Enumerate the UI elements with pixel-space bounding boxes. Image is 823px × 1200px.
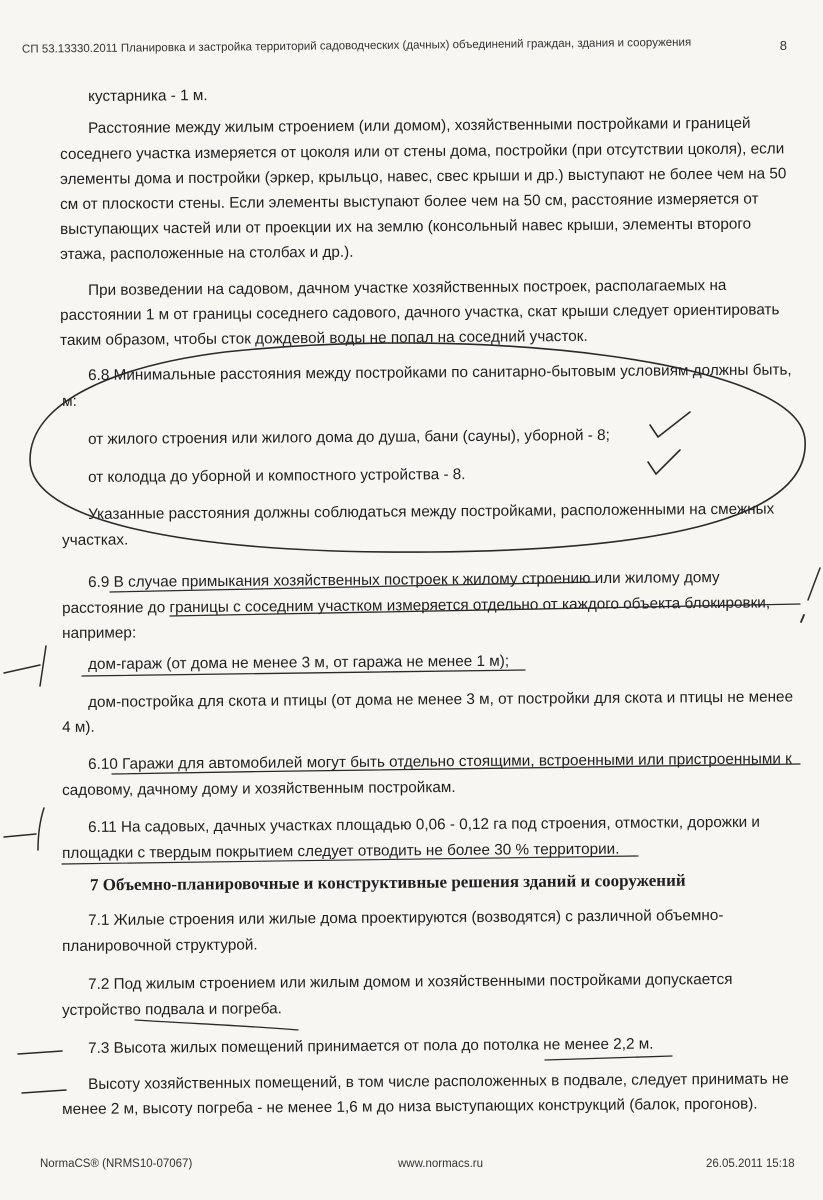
paragraph-line: Высоту хозяйственных помещений, в том числе расположенных в подвале, следует принимать не: [88, 1070, 789, 1093]
margin-mark: [801, 615, 804, 622]
list-item: 4 м).: [62, 718, 95, 736]
paragraph-line: 6.9 В случае примыкания хозяйственных построек к жилому строению или жилому дому: [88, 569, 720, 591]
margin-mark: [22, 1090, 66, 1093]
paragraph-line: менее 2 м, высоту погреба - не менее 1,6 м до низа выступающих конструкций (балок, прогонов).: [62, 1095, 758, 1118]
margin-mark: [38, 808, 44, 850]
paragraph-line: выступающих частей или от проекции их на землю (консольный навес крыши, элементы второго: [60, 215, 752, 238]
paragraph-line: кустарника - 1 м.: [88, 87, 208, 105]
paragraph-line: 7.2 Под жилым строением или жилым домом и хозяйственными постройками допускается: [88, 970, 733, 993]
footer-right: 26.05.2011 15:18: [706, 1158, 795, 1170]
paragraph-line: 7.1 Жилые строения или жилые дома проектируются (возводятся) с различной объемно-: [88, 907, 724, 929]
paragraph-line: устройство подвала и погреба.: [62, 1000, 282, 1019]
paragraph-line: 6.8 Минимальные расстояния между постройками по санитарно-бытовым условиям должны быть,: [88, 361, 792, 384]
paragraph-line: расстояние до границы с соседним участком измеряется отдельно от каждого объекта блокировки,: [62, 594, 771, 617]
paragraph-line: см от плоскости стены. Если элементы выступают более чем на 50 см, расстояние измеряется от: [60, 190, 759, 213]
paragraph-line: м:: [62, 392, 77, 410]
running-header: СП 53.13330.2011 Планировка и застройка территорий садоводческих (дачных) объединений граждан, здания и сооружения: [21, 36, 692, 56]
paragraph-line: Расстояние между жилым строением (или домом), хозяйственными постройками и границей: [88, 114, 751, 137]
paragraph-line: расстоянии 1 м от границы соседнего садового, дачного участка, скат крыши следует ориентировать: [60, 301, 780, 324]
paragraph-line: 7.3 Высота жилых помещений принимается от пола до потолка не менее 2,2 м.: [88, 1035, 654, 1057]
paragraph-line: этажа, расположенные на столбах и др.).: [60, 243, 354, 263]
footer-center: www.normacs.ru: [398, 1158, 483, 1170]
paragraph-line: Указанные расстояния должны соблюдаться между постройками, расположенными на смежных: [88, 500, 775, 523]
page-number: 8: [779, 38, 787, 53]
paragraph-line: планировочной структурой.: [62, 936, 258, 955]
paragraph-line: например:: [62, 624, 137, 642]
paragraph-line: участках.: [62, 531, 129, 549]
paragraph-line: площадки с твердым покрытием следует отводить не более 30 % территории.: [62, 840, 620, 862]
paragraph-line: 6.11 На садовых, дачных участках площадью 0,06 - 0,12 га под строения, отмостки, дорожки и: [88, 813, 761, 836]
margin-mark: [808, 568, 820, 600]
paragraph-line: таким образом, чтобы сток дождевой воды не попал на соседний участок.: [60, 327, 588, 349]
list-item: дом-гараж (от дома не менее 3 м, от гаража не менее 1 м);: [88, 652, 510, 673]
paragraph-line: 6.10 Гаражи для автомобилей могут быть отдельно стоящими, встроенными или пристроенными к: [88, 750, 792, 773]
handwritten-underline: [545, 1056, 672, 1060]
margin-mark: [4, 834, 36, 837]
margin-mark: [40, 646, 46, 686]
list-item: от жилого строения или жилого дома до душа, бани (сауны), уборной - 8;: [88, 426, 610, 448]
check-mark: [650, 412, 690, 437]
list-item: дом-постройка для скота и птицы (от дома не менее 3 м, от постройки для скота и птицы не менее: [88, 688, 794, 711]
paragraph-line: садовому, дачному дому и хозяйственным постройкам.: [62, 778, 456, 799]
paragraph-line: При возведении на садовом, дачном участке хозяйственных построек, располагаемых на: [88, 276, 727, 299]
section-heading: 7 Объемно-планировочные и конструктивные решения зданий и сооружений: [89, 870, 686, 895]
paragraph-line: соседнего участка измеряется от цоколя или от стены дома, постройки (при отсутствии цоколя), если: [60, 140, 785, 163]
list-item: от колодца до уборной и компостного устройства - 8.: [88, 466, 466, 486]
paragraph-line: элементы дома и постройки (эркер, крыльцо, навес, свес крыши и др.) выступают не более чем на 50: [60, 165, 787, 188]
footer-left: NormaCS® (NRMS10-07067): [40, 1158, 193, 1170]
check-mark: [648, 450, 680, 474]
handwritten-underline: [135, 1020, 298, 1030]
margin-mark: [4, 665, 40, 673]
margin-mark: [18, 1051, 62, 1054]
